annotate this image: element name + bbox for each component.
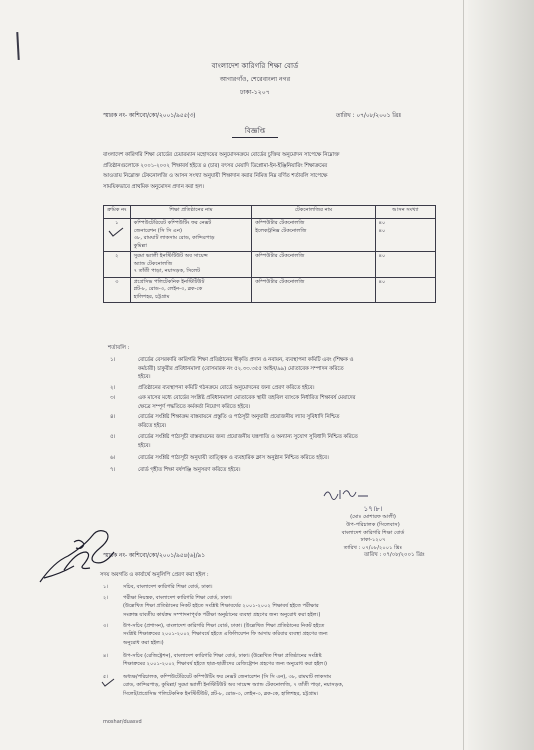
copy-line: রোড, কান্দিরপাড়, কুমিল্লা/ সুরমা ভ্যালী ইনস্টিটিউট অব সায়েন্স অ্যান্ড টেকনোলজি, ৭ তাঁতী পাড়া, নয়াসড়ক, (123, 682, 344, 689)
memo-date: তারিখ : ০৭/০৮/২০০১ খ্রিঃ (336, 113, 402, 119)
intro-line: আওতায় নিম্নোক্ত টেকনোলজি ও আসন সংখ্যা অনুযায়ী শিক্ষাদান করার নিমিত্ত নিম্ন বর্ণিত শর্তাবলি সাপেক্ষে (103, 173, 328, 179)
row-institution (130, 252, 252, 278)
institution-line: সুরমা ভ্যালী ইনস্টিটিউট অব সায়েন্স (133, 253, 208, 259)
tick-mark-icon (108, 227, 124, 237)
row-technology (252, 219, 375, 252)
seat-count: ৪০ (378, 220, 386, 226)
signatory-title: উপ-পরিচালক (সিলেবাস) (346, 521, 400, 528)
copy-number: ৪। (103, 653, 109, 659)
institution-line: প্রগ্রেসিভ পলিটেকনিক ইনস্টিটিউট (133, 278, 205, 285)
technology-line: কম্পিউটার টেকনোলজি (255, 220, 305, 226)
column-header-serial: ক্রমিক নং (104, 206, 131, 219)
condition-number: ৫। (110, 434, 116, 440)
signatory-office: বাংলাদেশ কারিগরি শিক্ষা বোর্ড (341, 529, 405, 536)
copy-line: সংক্রান্ত যাবতীয় কার্যক্রম সম্পাদনাপূর্বক পরীক্ষা অনুষ্ঠানের ব্যবস্থা গ্রহণের জন্য অনুরোধ করা হইল।) (123, 611, 321, 618)
copy-line: উপ-সচিব (রেজিষ্ট্রেশন), বাংলাদেশ কারিগরি শিক্ষা বোর্ড, ঢাকা। (উল্লেখিত শিক্ষা প্রতিষ্ঠানের সংশ্লিষ্ট (123, 653, 322, 659)
table-row (104, 219, 436, 252)
row-technology (252, 277, 375, 303)
institution-line: অ্যান্ড টেকনোলজি (133, 260, 173, 267)
technology-line: ইলেকট্রনিক্স টেকনোলজি (255, 227, 307, 234)
intro-line: প্রতিষ্ঠানগুলোকে ২০০১-২০০২ শিক্ষাবর্ষ হইতে ৪ (চার) বৎসর মেয়াদি ডিপ্লোমা-ইন-ইঞ্জিনিয়ারিং শিক্ষাক্রমের (103, 162, 328, 169)
copy-line: অনুরোধ করা হইল।) (123, 639, 164, 646)
footer-initials: moshar/duasvd (103, 719, 142, 725)
row-institution (130, 277, 252, 303)
copy-number: ১। (103, 584, 109, 590)
notice-title: বিজ্ঞপ্তি (232, 125, 278, 138)
copy-line: সচিব, বাংলাদেশ কারিগরি শিক্ষা বোর্ড, ঢাকা। (123, 584, 213, 590)
signatory-date: তারিখ : ০৭/০৮/২০০১ খ্রিঃ (343, 545, 403, 552)
copy-line: উপ-সচিব (প্রশাসন), বাংলাদেশ কারিগরি শিক্ষা বোর্ড, ঢাকা। (উল্লেখিত শিক্ষা প্রতিষ্ঠানের নিকট হইতে (123, 623, 325, 629)
institution-line: ৩৮, রামঘাট লাকসাম রোড, কান্দিরপাড় (133, 235, 215, 241)
institution-line: হালিশহর, চট্টগ্রাম (133, 293, 170, 300)
institution-line: কম্পিউটেরিয়েট কম্পিউটিং ফর নেক্সট (133, 220, 212, 226)
institution-line: জেনারেশন (সি সি এন) (133, 227, 182, 234)
condition-line: বোর্ডের সংশ্লিষ্ট পাঠ্যসূচী বাস্তবায়নের জন্য প্রয়োজনীয় যন্ত্রপাতি ও অন্যান্য সুযোগ সুবিধাদি নিশ্চিত করিতে (138, 434, 358, 440)
condition-number: ৪। (110, 414, 116, 420)
page-edge-shadow (468, 0, 534, 750)
column-header-seats: আসন সংখ্যা (375, 206, 435, 219)
table-header-row (104, 206, 436, 219)
condition-number: ১। (110, 357, 116, 363)
table-row (104, 277, 436, 303)
signature-handwriting: ১৭।৮। (363, 505, 383, 513)
institution-line: প্লট-৮, রোড-৩, লেইন-৩, ব্লক-কে (133, 286, 203, 292)
institution-line: ৭ তাঁতী পাড়া, নয়াসড়ক, সিলেট (133, 268, 201, 274)
row-technology (252, 252, 375, 278)
memo2-date: তারিখ : ০৭/০৮/২০০১ খ্রিঃ (364, 552, 425, 558)
conditions-heading: শর্তাবলি : (108, 345, 130, 351)
copy-number: ৩। (103, 623, 109, 629)
signatory-name: (মোঃ মোশারফ আলী) (350, 514, 396, 520)
row-seats (375, 252, 435, 278)
condition-line: হইবে। (138, 442, 151, 449)
header-address: আগারগাঁও, শেরেবাংলা নগর (219, 76, 291, 83)
condition-number: ৩। (110, 395, 116, 401)
seat-count: ৪০ (378, 278, 386, 285)
condition-line: করিতে হইবে। (138, 422, 167, 429)
row-seats (375, 219, 435, 252)
copy-line: পরীক্ষা নিয়ন্ত্রক, বাংলাদেশ কারিগরি শিক্ষা বোর্ড, ঢাকা। (123, 595, 232, 601)
signature-scribble-icon (322, 484, 370, 504)
row-institution (130, 219, 252, 252)
memo2-reference: স্মারক নং- কাশিবো/কো/২০০১/৯৫৪(৬)/৯১ (103, 553, 206, 559)
condition-line: বোর্ডের সংশ্লিষ্ট পাঠ্যসূচী অনুযায়ী তাত্ত্বিক ও ব্যবহারিক ক্লাস অনুষ্ঠান নিশ্চিত করিতে হইবে। (138, 455, 329, 461)
row-seats (375, 277, 435, 303)
seat-count: ৪০ (378, 253, 386, 259)
row-serial: ৩ (104, 277, 131, 303)
intro-paragraph (103, 150, 453, 192)
copy-line: সিলেট/প্রগ্রেসিভ পলিটেকনিক ইনস্টিটিউট, প্লট-৮, রোড-৩, লেইন-৩, ব্লক-কে, হালিশহর, চট্টগ্রাম। (123, 690, 319, 697)
condition-number: ২। (110, 385, 116, 391)
condition-line: এক মাসের মধ্যে বোর্ডের সংশ্লিষ্ট প্রবিধানমালা মোতাবেক স্থায়ী তহবিল ব্যাংকে নির্ধারিত শিক্ষাবর্ষ মেয়াদের (138, 395, 356, 401)
signature-block (318, 505, 428, 553)
technology-line: কম্পিউটার টেকনোলজি (255, 253, 305, 259)
condition-number: ৭। (110, 467, 116, 473)
technology-line: কম্পিউটার টেকনোলজি (255, 278, 305, 285)
condition-line: কর্মচারী) চাকুরীর প্রবিধানমালা (বোসমারক নং ৫২.৩৩.৩৫৫ আইন/৯৯) মোতাবেক সম্পাদন করিতে (138, 365, 344, 372)
row-serial: ২ (104, 252, 131, 278)
row-serial: ১ (104, 219, 131, 252)
intro-line: সাময়িকভাবে প্রাথমিক অনুমোদন প্রদান করা হল। (103, 183, 204, 190)
copy-line: (উল্লেখিত শিক্ষা প্রতিষ্ঠানের নিকট হইতে সংশ্লিষ্ট শিক্ষাবর্ষের ২০০১-২০০২ শিক্ষাবর্ষ হইতে পরীক্ষার (123, 603, 319, 610)
signatory-city: ঢাকা-১২০৭ (360, 537, 386, 544)
intro-line: বাংলাদেশ কারিগরি শিক্ষা বোর্ডের চেয়ারম্যান মহোদয়ের অনুমোদনক্রমে বোর্ডের চুক্তির অনুমোদন সাপেক্ষে নিম্নোক্ত (103, 152, 340, 158)
copy-line: সংশ্লিষ্ট শিক্ষাক্রমের ২০০১-২০০২ শিক্ষাবর্ষে হইতে এফিলিয়েশন ফি আদায় করিবার ব্যবস্থা গ্রহণের জন্য (123, 631, 328, 638)
table-row (104, 252, 436, 278)
condition-line: ক্ষেত্রে সম্পূর্ণ পদ্ধতিতে কর্মকর্তা নিয়োগ করিতে হইবে। (138, 403, 251, 410)
copy-line: অধ্যক্ষ/পরিচালক, কম্পিউটেরিয়েট কম্পিউটিং ফর নেক্সট জেনারেশন (সি সি এন), ৩৮, রামঘাট লাকসাম (123, 674, 332, 680)
header-board-name: বাংলাদেশ কারিগরি শিক্ষা বোর্ড (211, 61, 299, 70)
copy-number: ৫। (103, 674, 109, 680)
column-header-institution: শিক্ষা প্রতিষ্ঠানের নাম (130, 206, 252, 219)
tick-mark-icon (101, 678, 115, 687)
condition-line: হইবে। (138, 374, 151, 380)
fold-line (463, 0, 464, 750)
copy-heading: সদয় অবগতি ও কার্যার্থে অনুলিপি প্রেরণ করা হইল : (100, 572, 209, 578)
copy-number: ২। (103, 595, 109, 601)
condition-number: ৬। (110, 455, 116, 461)
condition-line: বোর্ড গৃহীত শিক্ষা বর্ষপঞ্জি অনুসরণ করিতে হইবে। (138, 467, 241, 473)
copy-line: শিক্ষাক্রমের ২০০১-২০০২ শিক্ষাবর্ষ হইতে ছাত্র-ছাত্রীদের রেজিষ্ট্রেশন গ্রহণের জন্য অনুরোধ করা হইল।) (123, 661, 328, 668)
memo-reference: স্মারক নং- কাশিবো/কো/২০০১/৯৫৫(৩) (103, 113, 196, 119)
condition-line: বোর্ডের বেসরকারি কারিগরি শিক্ষা প্রতিষ্ঠানের স্বীকৃতি প্রদান ও নবায়ন, ব্যবস্থাপনা কমিটি এবং (শিক্ষক ও (138, 357, 354, 363)
condition-line: বোর্ডের সংশ্লিষ্ট শিক্ষাক্রম বাস্তবায়নে প্রস্তুতি ও পাঠসূচী অনুযায়ী প্রয়োজনীয় ল্যাব সুবিধাদি নিশ্চিত (138, 414, 340, 420)
punch-mark (16, 32, 19, 60)
column-header-technology: টেকনোলজির নাম (252, 206, 375, 219)
institution-line: কুমিল্লা (133, 242, 147, 249)
header-city: ঢাকা-১২০৭ (240, 89, 270, 96)
seat-count: ৪০ (378, 227, 386, 234)
institution-table (103, 205, 436, 303)
condition-line: প্রতিষ্ঠানের ব্যবস্থাপনা কমিটি গঠনক্রমে বোর্ডে অনুমোদনের জন্য প্রেরণ করিতে হইবে। (138, 385, 315, 391)
